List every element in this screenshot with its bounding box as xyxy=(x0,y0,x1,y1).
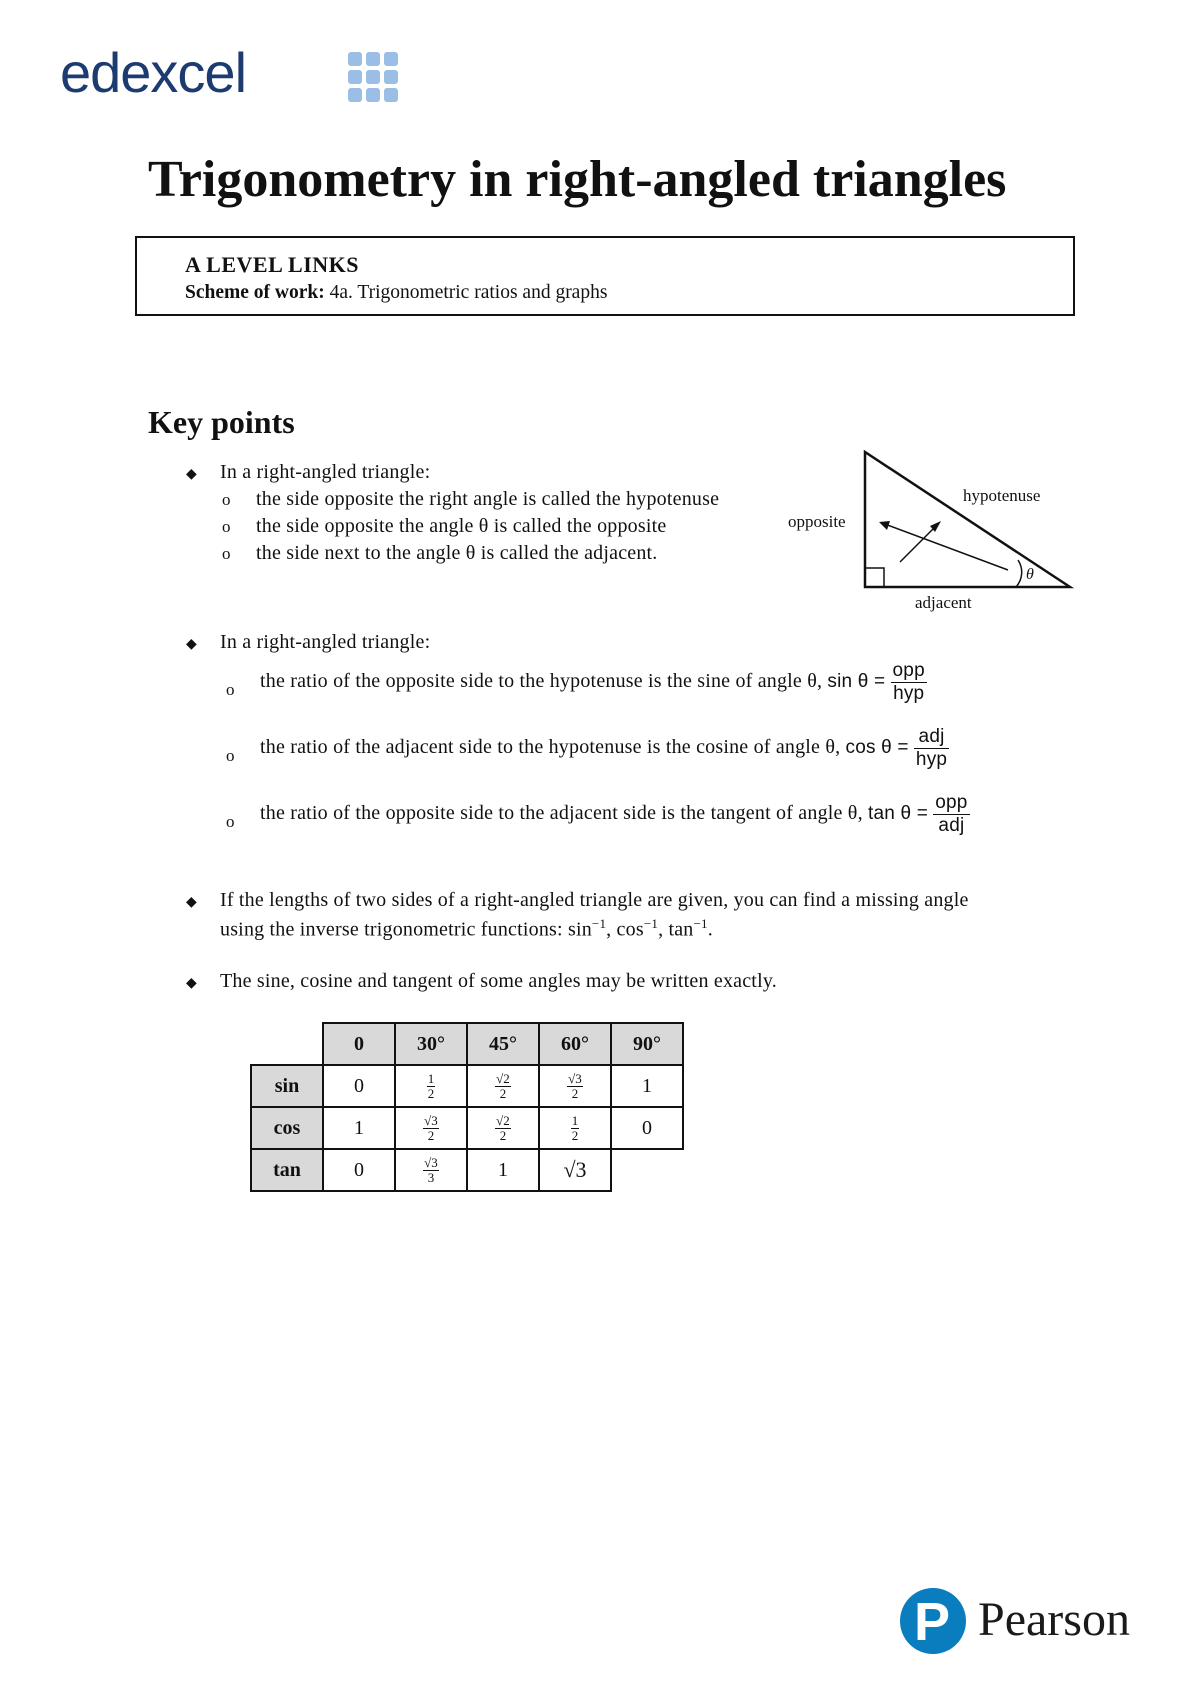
exact-values-table xyxy=(250,1022,684,1192)
inverse-sup: −1 xyxy=(643,916,659,931)
table-cell xyxy=(539,1107,611,1149)
sub-bullet-icon: o xyxy=(222,490,231,509)
scheme-value: 4a. Trigonometric ratios and graphs xyxy=(324,282,608,303)
point2-sub-1 xyxy=(260,660,927,705)
sine-lhs: sin θ = xyxy=(827,670,886,692)
tangent-num: opp xyxy=(935,792,968,813)
theta-label: θ xyxy=(1026,566,1034,583)
a-level-links-heading: A LEVEL LINKS xyxy=(185,252,360,277)
sine-den: hyp xyxy=(893,682,925,704)
fraction-root3-over-3: $\frac{√3}{3}$ xyxy=(424,1154,438,1185)
fraction-half: $\frac{1}{2}$ xyxy=(571,1112,579,1143)
table-cell: 1 xyxy=(611,1065,683,1107)
tangent-fraction xyxy=(933,792,969,837)
bullet-icon: ◆ xyxy=(186,467,197,482)
cosine-num: adj xyxy=(914,726,949,749)
sub-bullet-icon: o xyxy=(226,812,235,831)
opposite-label: opposite xyxy=(788,512,846,531)
table-cell xyxy=(395,1107,467,1149)
page-title: Trigonometry in right-angled triangles xyxy=(148,151,1007,208)
table-row xyxy=(251,1065,683,1107)
pearson-logo xyxy=(900,1588,1140,1668)
point2-sub-3 xyxy=(260,792,970,837)
opposite-arrow-head xyxy=(879,521,890,530)
sub-bullet-icon: o xyxy=(222,544,231,563)
row-label: cos xyxy=(251,1107,323,1149)
table-cell xyxy=(395,1149,467,1191)
logo-text: edexcel xyxy=(60,41,247,104)
a-level-links-box xyxy=(135,236,1075,316)
cosine-den: hyp xyxy=(915,748,948,770)
right-angle-marker xyxy=(865,568,884,587)
table-cell: 0 xyxy=(323,1065,395,1107)
fraction-root3-over-2: $\frac{√3}{2}$ xyxy=(424,1112,438,1143)
fraction-root2-over-2: $\frac{√2}{2}$ xyxy=(496,1070,510,1101)
table-cell: 1 xyxy=(323,1107,395,1149)
table-cell xyxy=(395,1065,467,1107)
table-header-row xyxy=(251,1023,683,1065)
bullet-icon: ◆ xyxy=(186,637,197,652)
cosine-lhs: cos θ = xyxy=(845,736,909,758)
bullet-icon: ◆ xyxy=(186,976,197,991)
table-cell xyxy=(467,1107,539,1149)
table-row xyxy=(251,1149,683,1191)
sub-bullet-icon: o xyxy=(226,746,235,765)
table-header: 30° xyxy=(395,1023,467,1065)
point3-end: . xyxy=(707,918,713,941)
row-label: sin xyxy=(251,1065,323,1107)
fraction-root2-over-2: $\frac{√2}{2}$ xyxy=(496,1112,510,1143)
hypotenuse-arrow-line xyxy=(900,524,938,562)
point4-text: The sine, cosine and tangent of some angles may be written exactly. xyxy=(220,970,777,992)
point1-lead: In a right-angled triangle: xyxy=(220,461,431,483)
point2-sub-2 xyxy=(260,726,949,771)
table-row xyxy=(251,1107,683,1149)
point1-sub-3: the side next to the angle θ is called the adjacent. xyxy=(256,542,658,564)
table-header: 90° xyxy=(611,1023,683,1065)
pearson-mark: P xyxy=(914,1592,951,1652)
table-cell: 0 xyxy=(611,1107,683,1149)
point1-sub-2: the side opposite the angle θ is called the opposite xyxy=(256,515,667,537)
triangle-shape xyxy=(865,452,1070,587)
point1-sub-1: the side opposite the right angle is called the hypotenuse xyxy=(256,488,720,510)
pearson-text: Pearson xyxy=(978,1593,1130,1646)
cosine-text: the ratio of the adjacent side to the hypotenuse is the cosine of angle θ, xyxy=(260,735,841,758)
fraction-root3-over-2: $\frac{√3}{2}$ xyxy=(568,1070,582,1101)
sub-bullet-icon: o xyxy=(222,517,231,536)
table-cell: 0 xyxy=(323,1149,395,1191)
key-points-heading: Key points xyxy=(148,404,295,440)
inverse-tan: , tan xyxy=(658,918,694,941)
pearson-p-icon xyxy=(900,1588,966,1654)
table-header: 45° xyxy=(467,1023,539,1065)
inverse-cos: , cos xyxy=(606,918,644,941)
hypotenuse-label: hypotenuse xyxy=(963,486,1041,505)
logo-grid-icon xyxy=(348,52,400,104)
table-header: 0 xyxy=(323,1023,395,1065)
table-cell: 1 xyxy=(467,1149,539,1191)
cosine-fraction xyxy=(914,726,949,771)
inverse-sup: −1 xyxy=(591,916,607,931)
tangent-lhs: tan θ = xyxy=(868,802,929,824)
sub-bullet-icon: o xyxy=(226,680,235,699)
table-cell xyxy=(467,1065,539,1107)
adjacent-label: adjacent xyxy=(915,593,972,612)
sine-text: the ratio of the opposite side to the hypotenuse is the sine of angle θ, xyxy=(260,669,823,692)
tangent-den: adj xyxy=(938,814,965,836)
point2-lead: In a right-angled triangle: xyxy=(220,631,431,653)
bullet-icon: ◆ xyxy=(186,895,197,910)
sine-num: opp xyxy=(892,660,925,681)
table-empty-cell xyxy=(611,1149,683,1191)
scheme-of-work xyxy=(185,282,607,304)
table-cell: √3 xyxy=(539,1149,611,1191)
table-header: 60° xyxy=(539,1023,611,1065)
table-corner xyxy=(251,1023,323,1065)
fraction-half: $\frac{1}{2}$ xyxy=(427,1070,435,1101)
point3-line2-text: using the inverse trigonometric functions: sin xyxy=(220,918,592,941)
point3-line2 xyxy=(220,916,713,942)
row-label: tan xyxy=(251,1149,323,1191)
edexcel-logo xyxy=(60,41,350,108)
angle-arc xyxy=(1016,560,1022,587)
table-cell xyxy=(539,1065,611,1107)
tangent-text: the ratio of the opposite side to the adjacent side is the tangent of angle θ, xyxy=(260,801,863,824)
sine-fraction xyxy=(891,660,927,705)
opposite-arrow-line xyxy=(882,523,1008,570)
scheme-label: Scheme of work: xyxy=(185,282,325,303)
inverse-sup: −1 xyxy=(693,916,708,931)
point3-line1: If the lengths of two sides of a right-angled triangle are given, you can find a missing angle xyxy=(220,889,969,911)
